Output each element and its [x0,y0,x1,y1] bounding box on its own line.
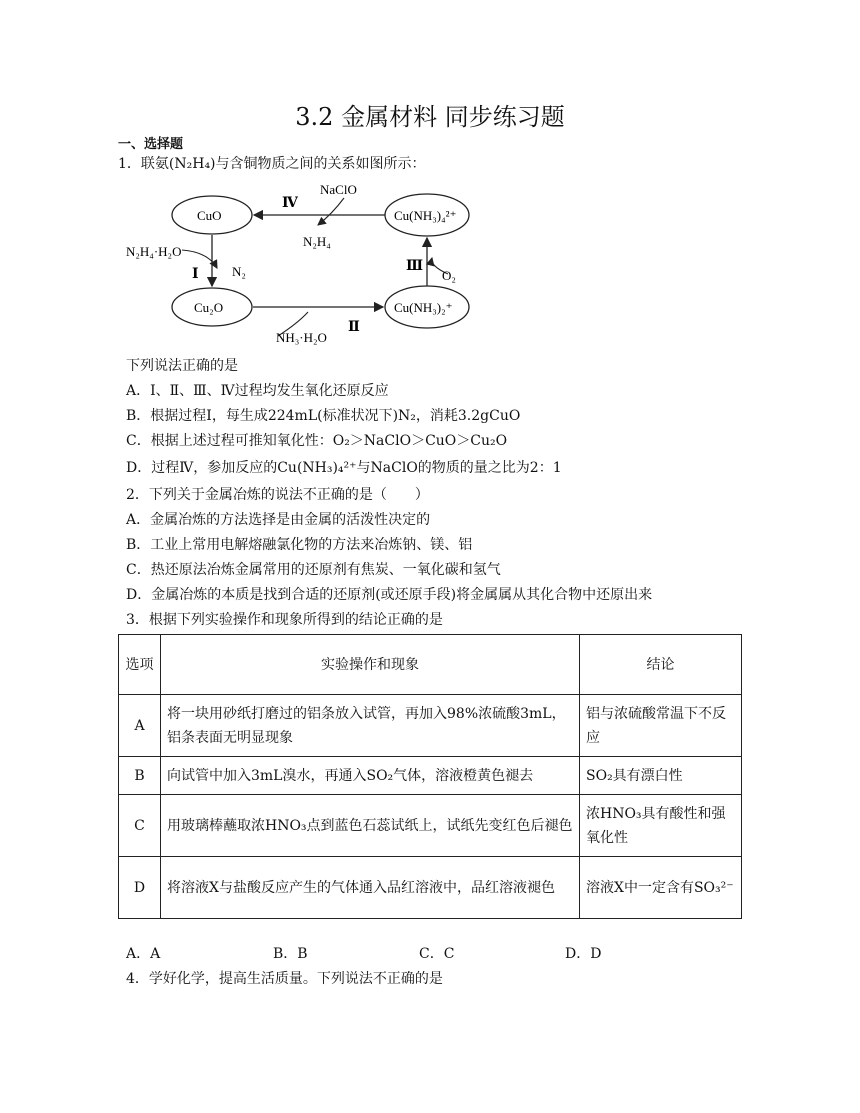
table-header-row [119,635,742,695]
q1-stem: 1．联氨(N₂H₄)与含铜物质之间的关系如图所示： [118,156,426,172]
q2-stem: 2．下列关于金属冶炼的说法不正确的是（ ） [126,487,429,503]
q1-option-b: B．根据过程Ⅰ，每生成224mL(标准状况下)N₂，消耗3.2gCuO [126,408,521,424]
table-row [119,795,742,857]
row-a-operation: 将一块用砂纸打磨过的铝条放入试管，再加入98%浓硫酸3mL，铝条表面无明显现象 [161,695,580,757]
q3-table [118,634,742,919]
q2-option-c: C．热还原法冶炼金属常用的还原剂有焦炭、一氧化碳和氢气 [126,562,501,578]
label-cu2o: Cu₂O [194,300,224,315]
label-step3: Ⅲ [406,259,424,274]
row-b-conclusion: SO₂具有漂白性 [580,757,742,795]
row-b-option: B [119,757,161,795]
table-row [119,857,742,919]
q2-option-a: A．金属冶炼的方法选择是由金属的活泼性决定的 [126,512,431,528]
row-d-conclusion: 溶液X中一定含有SO₃²⁻ [580,857,742,919]
section-heading: 一、选择题 [118,137,184,152]
row-b-operation: 向试管中加入3mL溴水，再通入SO₂气体，溶液橙黄色褪去 [161,757,580,795]
q4-stem: 4．学好化学，提高生活质量。下列说法不正确的是 [126,971,443,987]
row-a-conclusion: 铝与浓硫酸常温下不反应 [580,695,742,757]
label-cunh34: Cu(NH₃)₄²⁺ [394,208,457,223]
label-nh3h2o: NH₃·H₂O [276,330,327,345]
label-naclo: NaClO [320,182,357,197]
label-step4: Ⅳ [282,196,298,211]
label-cuo: CuO [197,208,222,223]
q2-option-d: D．金属冶炼的本质是找到合适的还原剂(或还原手段)将金属属从其化合物中还原出来 [126,587,653,603]
label-cunh32: Cu(NH₃)₂⁺ [394,300,453,315]
label-n2h4-product: N₂H₄ [303,234,331,249]
label-n2: N₂ [232,264,246,279]
page-title: 3.2 金属材料 同步练习题 [295,103,565,131]
table-row [119,695,742,757]
q1-option-c: C．根据上述过程可推知氧化性：O₂＞NaClO＞CuO＞Cu₂O [126,433,508,449]
row-c-operation: 用玻璃棒蘸取浓HNO₃点到蓝色石蕊试纸上，试纸先变红色后褪色 [161,795,580,857]
header-conclusion: 结论 [580,635,742,695]
label-n2h4h2o: N₂H₄·H₂O [126,244,182,259]
q1-prompt: 下列说法正确的是 [126,358,238,374]
row-c-conclusion: 浓HNO₃具有酸性和强氧化性 [580,795,742,857]
q3-answer-b: B．B [273,946,308,962]
q3-answer-a: A．A [126,946,161,962]
table-row [119,757,742,795]
copper-relation-diagram [120,178,480,350]
label-o2: O₂ [442,268,456,283]
row-d-operation: 将溶液X与盐酸反应产生的气体通入品红溶液中，品红溶液褪色 [161,857,580,919]
q3-answer-c: C．C [419,946,455,962]
header-operation: 实验操作和现象 [161,635,580,695]
q1-option-d: D．过程Ⅳ，参加反应的Cu(NH₃)₄²⁺与NaClO的物质的量之比为2：1 [126,460,562,476]
row-a-option: A [119,695,161,757]
row-c-option: C [119,795,161,857]
row-d-option: D [119,857,161,919]
q3-answer-d: D．D [565,946,602,962]
label-step1: Ⅰ [192,267,199,282]
label-step2: Ⅱ [348,320,360,335]
header-option: 选项 [119,635,161,695]
q1-option-a: A．Ⅰ、Ⅱ、Ⅲ、Ⅳ过程均发生氧化还原反应 [126,383,389,399]
q2-option-b: B．工业上常用电解熔融氯化物的方法来冶炼钠、镁、铝 [126,537,473,553]
q3-stem: 3．根据下列实验操作和现象所得到的结论正确的是 [126,612,443,628]
